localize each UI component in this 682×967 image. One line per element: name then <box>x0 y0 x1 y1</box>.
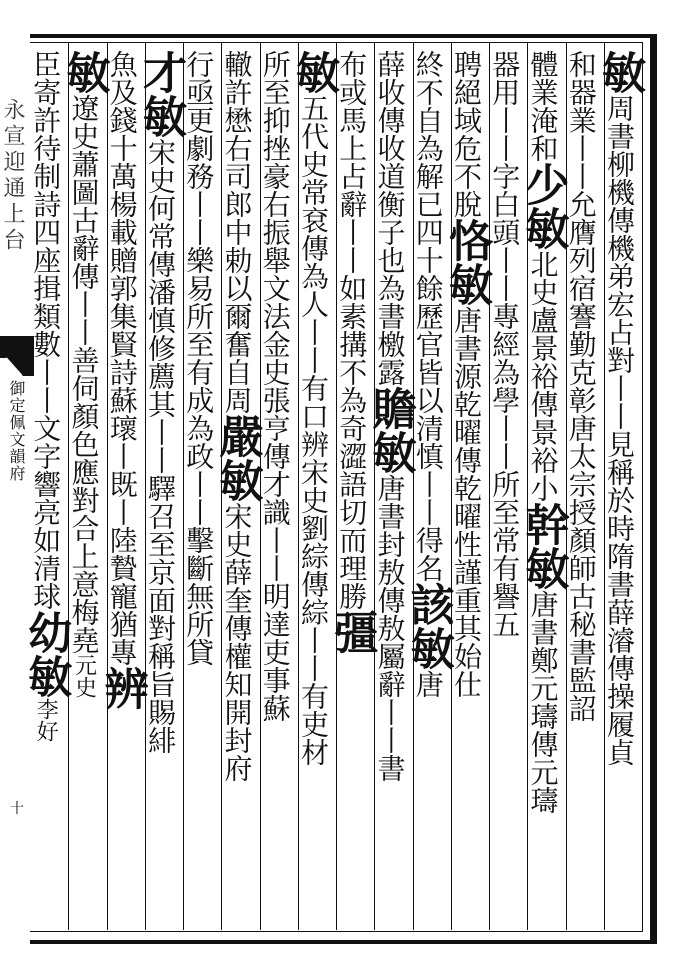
headword: 才 <box>135 50 186 94</box>
text-column <box>364 50 416 928</box>
text-segment: 器用丨丨 <box>488 50 522 162</box>
text-column <box>594 50 645 928</box>
text-column <box>566 50 604 928</box>
text-column <box>489 50 527 928</box>
text-segment: 布或馬上占辭丨丨如素搆 <box>335 50 369 358</box>
headword: 該 <box>402 582 454 626</box>
text-segment: 宋史何常傳潘慎修薦其丨丨驛召至京面對稱旨賜緋 <box>144 138 177 754</box>
text-segment: 五代史常袞傳為人丨丨有口辨宋史劉綜傳綜丨丨有吏材 <box>297 94 330 766</box>
text-segment: 體業淹和 <box>526 50 560 162</box>
headword: 少 <box>517 162 569 206</box>
text-column <box>441 50 492 928</box>
page-number: 十 <box>10 801 24 817</box>
text-segment: 不為奇澀語切而理勝 <box>335 358 369 610</box>
headword: 辨 <box>96 666 148 710</box>
headword: 贍 <box>364 386 416 430</box>
text-column <box>58 50 110 928</box>
text-segment: 臣寄許待制詩四座揖類數丨丨文字響亮如清球 <box>29 50 63 610</box>
text-segment: 周書柳機傳機弟宏占對丨丨見稱於時隋書薛濬傳操履貞 <box>603 94 636 766</box>
headword: 敏 <box>288 50 339 94</box>
text-segment: 魚及錢十萬楊載贈郭集賢詩蘇瓌丨既丨陸贄寵猶專 <box>105 50 139 666</box>
text-segment: 唐書源乾曜傳乾曜性謹重其始仕 <box>450 306 483 698</box>
headword: 敏 <box>135 94 186 138</box>
headword: 彊 <box>326 610 378 654</box>
text-segment: 字白頭丨丨專經為學丨丨所至常有譽五 <box>488 162 522 638</box>
text-segment: 已四十餘歷官皆以清慎丨丨得名 <box>411 190 445 582</box>
text-column <box>288 50 339 928</box>
text-segment: 遼史蕭圖古辭傳丨丨善伺顏色應對合上意梅堯 <box>67 94 101 654</box>
text-column <box>517 50 569 928</box>
text-segment: 和器業丨丨允膺列宿謇勤克彰唐太宗授顏師古秘書監詔 <box>564 50 598 722</box>
headword: 敏 <box>517 546 569 590</box>
headword: 幹 <box>517 502 569 546</box>
text-segment: 所至抑挫豪右振舉文法金史張亨傳才識丨丨明達吏事蘇 <box>258 50 292 722</box>
text-segment: 北史盧景裕傳景裕小 <box>526 250 560 502</box>
text-segment: 宋史薛奎傳權知開封府 <box>220 502 254 782</box>
headword: 敏 <box>20 654 72 698</box>
text-segment: 行亟更劇務丨丨樂易所至有成 <box>182 50 216 414</box>
text-segment: 唐書封敖傳敖屬辭丨丨 <box>373 474 407 754</box>
edge-characters: 永宣迎通上台 <box>0 98 25 254</box>
text-segment: 唐 <box>411 670 445 698</box>
text-column <box>135 50 186 928</box>
headword: 敏 <box>594 50 645 94</box>
book-title: 御定佩文韻府 <box>7 380 26 482</box>
text-segment: 為政丨丨擊斷無所貸 <box>182 414 216 666</box>
text-segment: 書 <box>373 754 407 782</box>
headword: 嚴 <box>211 414 263 458</box>
text-column <box>96 50 148 928</box>
text-segment: 轍許懋右司郎中勅以爾奮自周 <box>220 50 254 414</box>
headword: 敏 <box>211 458 263 502</box>
text-segment: 李好 <box>33 698 59 742</box>
text-column <box>326 50 378 928</box>
headword: 敏 <box>58 50 110 94</box>
headword: 幼 <box>20 610 72 654</box>
text-segment: 終不自為解 <box>411 50 445 190</box>
text-column <box>260 50 298 928</box>
headword: 敏 <box>517 206 569 250</box>
text-column <box>402 50 454 928</box>
text-column <box>183 50 221 928</box>
text-column <box>211 50 263 928</box>
headword: 敏 <box>364 430 416 474</box>
text-column <box>20 50 72 928</box>
text-segment: 唐書鄭元璹傳元璹 <box>526 590 560 814</box>
text-segment: 元史 <box>71 654 97 698</box>
headword: 敏 <box>441 262 492 306</box>
text-segment: 薛收傳收道衡子也為書檄露 <box>373 50 407 386</box>
headword: 恪 <box>441 218 492 262</box>
text-segment: 聘絕域危不脫 <box>450 50 483 218</box>
headword: 敏 <box>402 626 454 670</box>
